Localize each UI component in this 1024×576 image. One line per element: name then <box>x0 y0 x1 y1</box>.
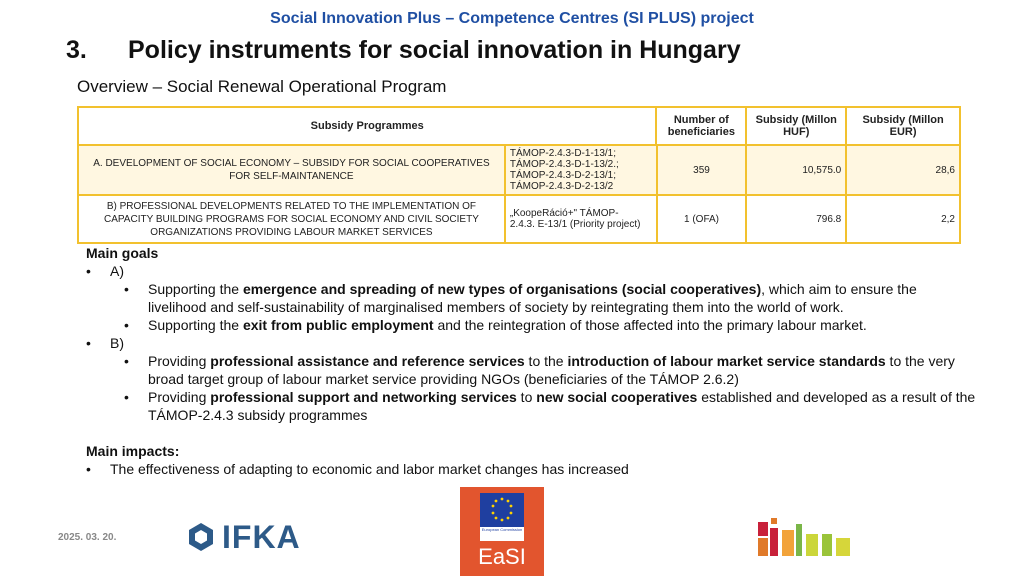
beneficiaries-cell: 1 (OFA) <box>657 195 747 243</box>
main-impacts-title: Main impacts: <box>86 443 180 459</box>
code-line: TÁMOP-2.4.3-D-1-13/2.; <box>509 159 619 170</box>
code-line: „KoopeRáció+" TÁMOP- <box>509 208 619 219</box>
programme-cell: A. DEVELOPMENT OF SOCIAL ECONOMY – SUBSIDY FOR SOCIAL COOPERATIVES FOR SELF-MAINTANENCE <box>78 145 505 195</box>
ifka-logo <box>188 520 301 554</box>
slide-date: 2025. 03. 20. <box>58 532 117 543</box>
eu-flag-icon <box>480 493 524 527</box>
ec-label: European Commission <box>480 527 524 541</box>
code-line: 2.4.3. E-13/1 (Priority project) <box>509 219 641 230</box>
column-header: Subsidy Programmes <box>78 107 656 145</box>
page-title <box>66 36 741 65</box>
list-item: • A) <box>86 263 124 279</box>
code-line: TÁMOP-2.4.3-D-2-13/2 <box>509 181 614 192</box>
huf-cell: 10,575.0 <box>746 145 846 195</box>
easi-logo <box>460 487 544 576</box>
code-line: TÁMOP-2.4.3-D-2-13/1; <box>509 170 617 181</box>
column-header: Number of beneficiaries <box>656 107 746 145</box>
table-row <box>78 145 960 195</box>
column-header: Subsidy (Millon EUR) <box>846 107 960 145</box>
code-cell <box>505 145 657 195</box>
section-number: 3. <box>66 36 87 64</box>
code-cell <box>505 195 657 243</box>
list-item: • Providing professional assistance and reference services to the introduction of labour market service standards to the very broad target group of labour market service providing NGOs (beneficiaries of the TÁMOP 2.6.2) <box>124 353 955 387</box>
main-goals-title: Main goals <box>86 245 159 261</box>
easi-logo-text: EaSI <box>478 544 526 569</box>
goal-b-label: B) <box>110 335 124 351</box>
page-subtitle: Overview – Social Renewal Operational Program <box>77 77 447 96</box>
beneficiaries-cell: 359 <box>657 145 747 195</box>
eur-cell: 28,6 <box>846 145 960 195</box>
huf-cell: 796.8 <box>746 195 846 243</box>
table-header-row <box>78 107 960 145</box>
column-header: Subsidy (Millon HUF) <box>746 107 846 145</box>
eur-cell: 2,2 <box>846 195 960 243</box>
subsidy-table-body <box>77 144 961 244</box>
project-title: Social Innovation Plus – Competence Centres (SI PLUS) project <box>270 10 754 27</box>
si-plus-logo <box>758 516 854 562</box>
table-row <box>78 195 960 243</box>
section-title: Policy instruments for social innovation in Hungary <box>128 36 741 64</box>
code-line: TÁMOP-2.4.3-D-1-13/1; <box>509 148 617 159</box>
list-item: • Providing professional support and networking services to new social cooperatives established and developed as a result of the TÁMOP-2.4.3 subsidy programmes <box>124 389 976 423</box>
list-item: • Supporting the exit from public employment and the reintegration of those affected into the primary labour market. <box>124 317 867 333</box>
programme-cell: B) PROFESSIONAL DEVELOPMENTS RELATED TO THE IMPLEMENTATION OF CAPACITY BUILDING PROGRAMS FOR SOCIAL ECONOMY AND CIVIL SOCIETY ORGANIZATIONS PROVIDING LABOUR MARKET SERVICES <box>78 195 505 243</box>
list-item: • The effectiveness of adapting to economic and labor market changes has increased <box>86 461 629 477</box>
list-item: • B) <box>86 335 124 351</box>
list-item: • Supporting the emergence and spreading of new types of organisations (social cooperatives), which aim to ensure the livelihood and self-sustainability of marginalised members of society by reintegrating them into the world of work. <box>124 281 917 315</box>
ifka-logo-text: IFKA <box>222 518 301 555</box>
hexagon-icon <box>188 522 214 552</box>
subsidy-table <box>77 106 961 146</box>
goal-a-label: A) <box>110 263 124 279</box>
goals-section <box>86 244 978 478</box>
